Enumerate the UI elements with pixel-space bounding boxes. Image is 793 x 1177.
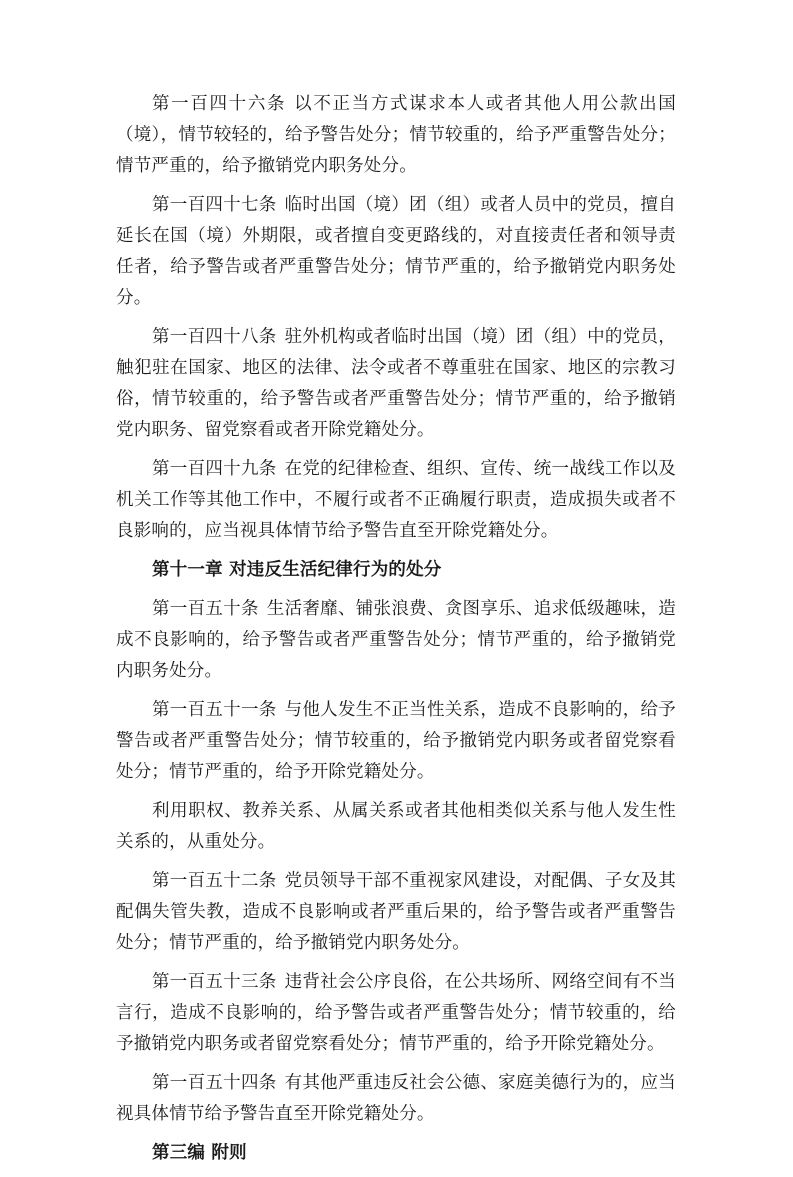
article-number: 第一百五十条 bbox=[152, 599, 259, 619]
part-heading: 第三编 附则 bbox=[152, 1143, 247, 1163]
article-text: 在党的纪律检查、组织、宣传、统一战线工作以及机关工作等其他工作中，不履行或者不正确履行职责，造成损失或者不良影响的，应当视具体情节给予警告直至开除党籍处分。 bbox=[116, 459, 676, 541]
article-number: 第一百四十七条 bbox=[152, 195, 277, 215]
article-text: 有其他严重违反社会公德、家庭美德行为的，应当视具体情节给予警告直至开除党籍处分。 bbox=[116, 1073, 676, 1124]
article-text: 党员领导干部不重视家风建设，对配偶、子女及其配偶失管失教，造成不良影响或者严重后果的，给予警告或者严重警告处分；情节严重的，给予撤销党内职务处分。 bbox=[116, 871, 676, 953]
article-number: 第一百五十三条 bbox=[152, 972, 277, 992]
article-148 bbox=[116, 322, 676, 446]
article-text: 驻外机构或者临时出国（境）团（组）中的党员，触犯驻在国家、地区的法律、法令或者不尊重驻在国家、地区的宗教习俗，情节较重的，给予警告或者严重警告处分；情节严重的，给予撤销党内职务、留党察看或者开除党籍处分。 bbox=[116, 327, 676, 440]
plain-paragraph: 利用职权、教养关系、从属关系或者其他相类似关系与他人发生性关系的，从重处分。 bbox=[116, 801, 676, 852]
article-146 bbox=[116, 89, 676, 182]
article-text: 临时出国（境）团（组）或者人员中的党员，擅自延长在国（境）外期限，或者擅自变更路线的，对直接责任者和领导责任者，给予警告或者严重警告处分；情节严重的，给予撤销党内职务处分。 bbox=[116, 195, 676, 308]
article-number: 第一百四十六条 bbox=[152, 94, 287, 114]
article-number: 第一百五十一条 bbox=[152, 700, 277, 720]
article-number: 第一百四十九条 bbox=[152, 459, 277, 479]
article-text: 违背社会公序良俗，在公共场所、网络空间有不当言行，造成不良影响的，给予警告或者严重警告处分；情节较重的，给予撤销党内职务或者留党察看处分；情节严重的，给予开除党籍处分。 bbox=[116, 972, 676, 1054]
article-number: 第一百四十八条 bbox=[152, 327, 277, 347]
article-147 bbox=[116, 190, 676, 314]
chapter-heading: 第十一章 对违反生活纪律行为的处分 bbox=[152, 560, 442, 580]
article-149 bbox=[116, 454, 676, 547]
document-page bbox=[116, 89, 676, 1177]
article-151 bbox=[116, 695, 676, 788]
article-number: 第一百五十四条 bbox=[152, 1073, 277, 1093]
article-text: 以不正当方式谋求本人或者其他人用公款出国（境），情节较轻的，给予警告处分；情节较重的，给予严重警告处分；情节严重的，给予撤销党内职务处分。 bbox=[116, 94, 676, 176]
article-text: 生活奢靡、铺张浪费、贪图享乐、追求低级趣味，造成不良影响的，给予警告或者严重警告处分；情节严重的，给予撤销党内职务处分。 bbox=[116, 599, 676, 681]
article-154 bbox=[116, 1068, 676, 1130]
article-number: 第一百五十二条 bbox=[152, 871, 277, 891]
article-153 bbox=[116, 967, 676, 1060]
article-152 bbox=[116, 866, 676, 959]
article-text: 与他人发生不正当性关系，造成不良影响的，给予警告或者严重警告处分；情节较重的，给予撤销党内职务或者留党察看处分；情节严重的，给予开除党籍处分。 bbox=[116, 700, 676, 782]
article-150 bbox=[116, 594, 676, 687]
